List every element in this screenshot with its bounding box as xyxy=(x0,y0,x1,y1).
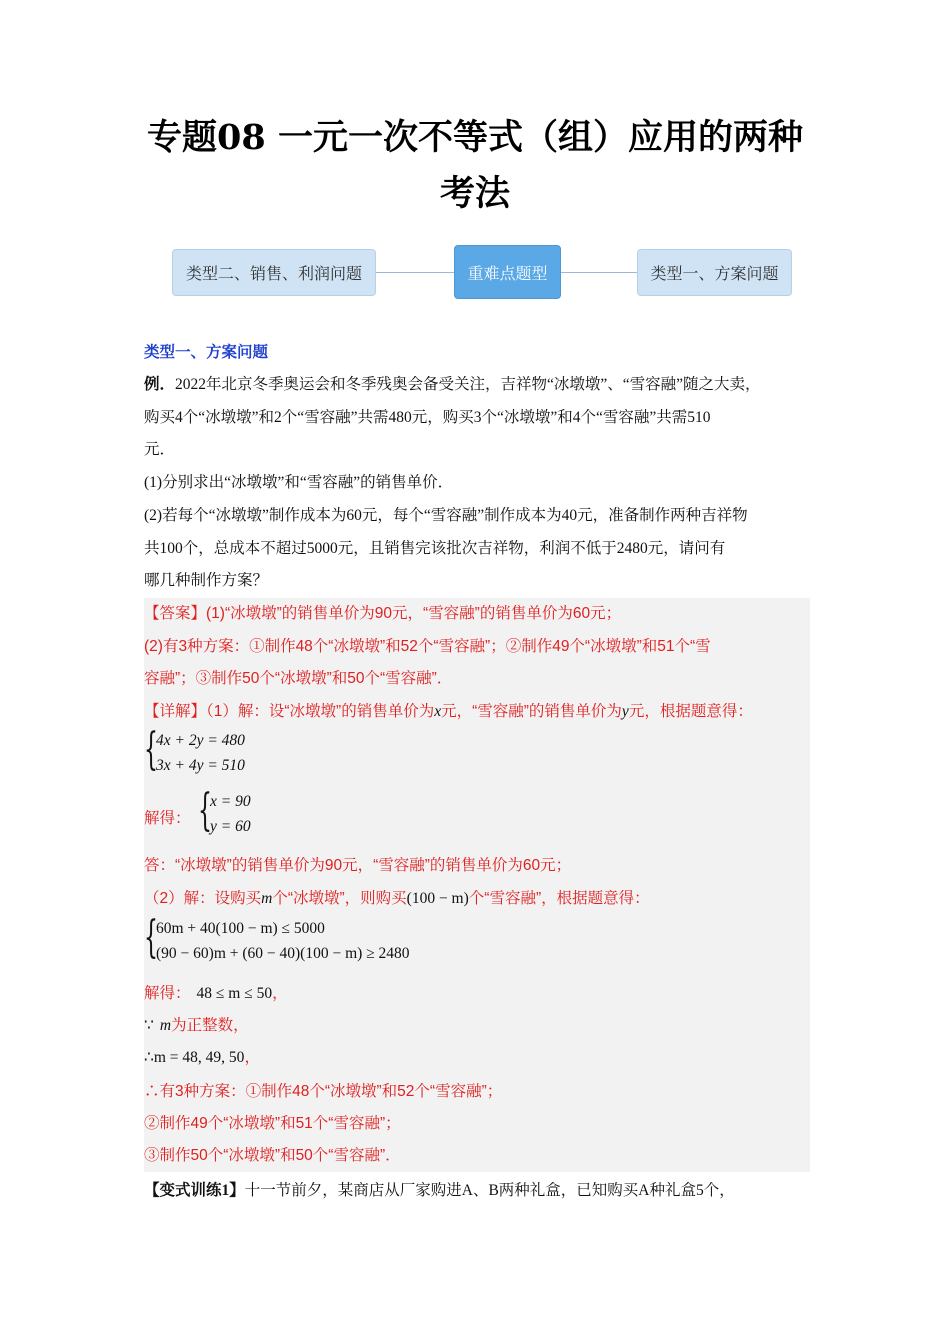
page-title xyxy=(0,110,950,222)
values-tail: ， xyxy=(244,1049,260,1066)
range-m: 48 ≤ m ≤ 50 xyxy=(196,985,273,1002)
solve-label-2: 解得： xyxy=(144,985,191,1002)
example-paragraph-2: 购买4个“冰墩墩”和2个“雪容融”共需480元，购买3个“冰墩墩”和4个“雪容融”共需510 xyxy=(144,409,711,426)
because-symbol: ∵ xyxy=(144,1017,154,1034)
example-label: 例． xyxy=(144,376,176,393)
question-1: (1)分别求出“冰墩墩”和“雪容融”的销售单价． xyxy=(144,474,454,491)
example-paragraph-1 xyxy=(144,372,761,394)
solve-label-1: 解得： xyxy=(144,810,191,827)
mind-map-connector-right xyxy=(560,272,638,273)
m-values: m = 48, 49, 50 xyxy=(153,1049,245,1066)
section-heading: 类型一、方案问题 xyxy=(144,344,269,361)
therefore-symbol: ∴ xyxy=(144,1049,154,1066)
conclusion-line-3: ③制作50个“冰墩墩”和50个“雪容融”． xyxy=(144,1147,401,1164)
conclusion-line-1: ∴有3种方案：①制作48个“冰墩墩”和52个“雪容融”； xyxy=(144,1083,503,1100)
mind-map-node-sales: 类型二、销售、利润问题 xyxy=(172,249,376,296)
variant-label: 【变式训练1】 xyxy=(144,1182,245,1199)
mind-map xyxy=(0,240,950,310)
mind-map-connector-left xyxy=(375,272,455,273)
expr-100-minus-m: (100 − m) xyxy=(406,890,469,907)
example-text-1: 2022年北京冬季奥运会和冬季残奥会备受关注，吉祥物“冰墩墩”、“雪容融”随之大卖， xyxy=(175,376,761,393)
equation-2: 3x + 4y = 510 xyxy=(156,757,245,774)
solution-y: y = 60 xyxy=(210,818,251,835)
answer-line-1: 【答案】(1)“冰墩墩”的销售单价为90元，“雪容融”的销售单价为60元； xyxy=(144,605,622,622)
answer-line-3: 容融”；③制作50个“冰墩墩”和50个“雪容融”． xyxy=(144,670,453,687)
mind-map-node-plan: 类型一、方案问题 xyxy=(637,249,792,296)
brace-solution-1: { xyxy=(198,785,212,836)
inequality-2: (90 − 60)m + (60 − 40)(100 − m) ≥ 2480 xyxy=(156,945,410,962)
var-y: y xyxy=(621,703,629,720)
because-var-m: m xyxy=(159,1017,172,1034)
variant-training-1 xyxy=(144,1178,735,1200)
part-2-text-b: 个“冰墩墩”，则购买 xyxy=(272,890,407,907)
var-x: x xyxy=(434,703,442,720)
brace-system-1: { xyxy=(144,724,158,775)
title-line-1: 专题08 一元一次不等式（组）应用的两种 xyxy=(147,117,803,158)
brace-system-2: { xyxy=(144,912,158,963)
because-line xyxy=(144,1013,249,1035)
equation-1: 4x + 2y = 480 xyxy=(156,732,245,749)
therefore-values-line xyxy=(144,1045,260,1067)
range-tail: ， xyxy=(272,985,288,1002)
answer-line-2: (2)有3种方案：①制作48个“冰墩墩”和52个“雪容融”；②制作49个“冰墩墩”和51个“雪 xyxy=(144,638,711,655)
part-2-text-c: 个“雪容融”，根据题意得： xyxy=(468,890,650,907)
question-2-line-3: 哪几种制作方案？ xyxy=(144,572,269,589)
detail-text-b: 元，“雪容融”的销售单价为 xyxy=(441,703,622,720)
solve-line-2 xyxy=(144,981,288,1003)
detail-text-c: 元，根据题意得： xyxy=(628,703,753,720)
question-2-line-2: 共100个，总成本不超过5000元，且销售完该批次吉祥物，利润不低于2480元，请问有 xyxy=(144,540,726,557)
detail-intro xyxy=(144,699,753,721)
solution-x: x = 90 xyxy=(210,793,251,810)
answer-summary-1: 答：“冰墩墩”的销售单价为90元，“雪容融”的销售单价为60元； xyxy=(144,857,572,874)
question-2-line-1: (2)若每个“冰墩墩”制作成本为60元，每个“雪容融”制作成本为40元，准备制作两种吉祥物 xyxy=(144,507,748,524)
part-2-setup xyxy=(144,886,650,908)
inequality-1: 60m + 40(100 − m) ≤ 5000 xyxy=(156,920,325,937)
variant-text: 十一节前夕，某商店从厂家购进A、B两种礼盒，已知购买A种礼盒5个， xyxy=(244,1182,735,1199)
because-text: 为正整数， xyxy=(171,1017,249,1034)
detail-text-a: 【详解】（1）解：设“冰墩墩”的销售单价为 xyxy=(144,703,435,720)
mind-map-node-center: 重难点题型 xyxy=(454,245,561,299)
part-2-text-a: （2）解：设购买 xyxy=(144,890,262,907)
title-line-2: 考法 xyxy=(439,173,510,214)
conclusion-line-2: ②制作49个“冰墩墩”和51个“雪容融”； xyxy=(144,1115,401,1132)
example-paragraph-3: 元． xyxy=(144,441,176,458)
var-m: m xyxy=(261,890,273,907)
